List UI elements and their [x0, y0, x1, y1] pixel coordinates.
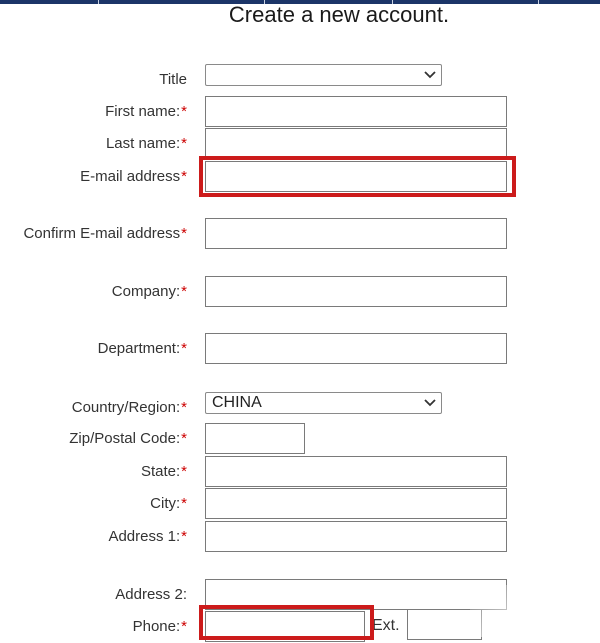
- address1-input[interactable]: [205, 521, 507, 552]
- company-row: [0, 276, 600, 308]
- corner-fade: [470, 585, 600, 637]
- country-select-value: CHINA: [212, 394, 262, 411]
- page-title: Create a new account.: [228, 2, 450, 27]
- title-row: [0, 64, 600, 96]
- phone-label: Phone:*: [132, 618, 187, 635]
- phone-ext-label: Ext.: [372, 617, 400, 634]
- confirm-email-row: [0, 218, 600, 250]
- zip-row: [0, 423, 600, 455]
- last-name-input[interactable]: [205, 128, 507, 159]
- confirm-email-label: Confirm E-mail address*: [23, 225, 187, 242]
- city-row: [0, 488, 600, 520]
- country-select[interactable]: [205, 392, 442, 414]
- confirm-email-input[interactable]: [205, 218, 507, 249]
- address1-label: Address 1:*: [108, 528, 187, 545]
- chevron-down-icon: [424, 398, 436, 408]
- city-input[interactable]: [205, 488, 507, 519]
- first-name-input[interactable]: [205, 96, 507, 127]
- department-input[interactable]: [205, 333, 507, 364]
- email-label: E-mail address*: [80, 168, 187, 185]
- zip-input[interactable]: [205, 423, 305, 454]
- first-name-row: [0, 96, 600, 128]
- state-row: [0, 456, 600, 488]
- company-label: Company:*: [111, 283, 187, 300]
- zip-label: Zip/Postal Code:*: [69, 430, 187, 447]
- title-label: Title: [159, 71, 187, 88]
- city-label: City:*: [150, 495, 187, 512]
- phone-highlight-box: [199, 605, 374, 640]
- chevron-down-icon: [424, 70, 436, 80]
- country-label: Country/Region:*: [71, 399, 187, 416]
- state-label: State:*: [140, 463, 187, 480]
- company-input[interactable]: [205, 276, 507, 307]
- title-select[interactable]: [205, 64, 442, 86]
- state-input[interactable]: [205, 456, 507, 487]
- first-name-label: First name:*: [105, 103, 187, 120]
- country-row: [0, 392, 600, 424]
- department-row: [0, 333, 600, 365]
- last-name-label: Last name:*: [105, 135, 187, 152]
- department-label: Department:*: [97, 340, 187, 357]
- email-highlight-box: [199, 156, 516, 197]
- address2-label: Address 2:: [115, 586, 187, 603]
- address1-row: [0, 521, 600, 553]
